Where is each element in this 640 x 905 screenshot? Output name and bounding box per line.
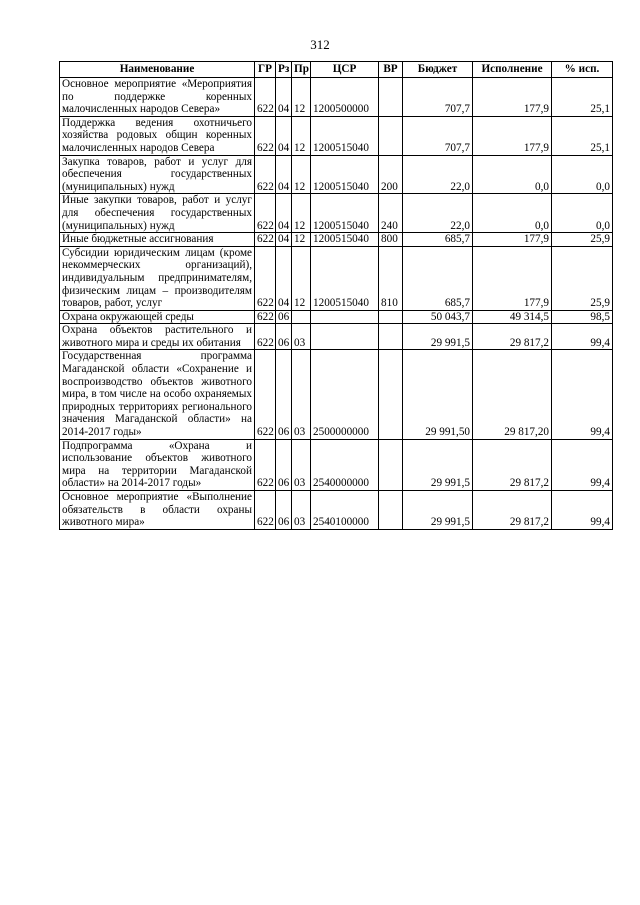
budget-table: [59, 61, 613, 530]
table-row: [60, 439, 613, 490]
row-pr: 03: [292, 324, 311, 350]
row-percent: 99,4: [552, 324, 613, 350]
header-gr: ГР: [255, 62, 276, 78]
header-csr: ЦСР: [311, 62, 379, 78]
row-gr: 622: [255, 324, 276, 350]
row-vr: [379, 491, 403, 530]
row-vr: 200: [379, 155, 403, 194]
row-name: Иные бюджетные ассигнования: [60, 233, 255, 247]
row-budget: 29 991,5: [403, 324, 473, 350]
row-name: Охрана объектов растительного и животного мира и среды их обитания: [60, 324, 255, 350]
row-csr: 2540000000: [311, 439, 379, 490]
row-percent: 99,4: [552, 491, 613, 530]
header-vr: ВР: [379, 62, 403, 78]
table-row: [60, 155, 613, 194]
header-pr: Пр: [292, 62, 311, 78]
row-percent: 0,0: [552, 155, 613, 194]
row-name: Иные закупки товаров, работ и услуг для обеспечения государственных (муниципальных) нужд: [60, 194, 255, 233]
row-execution: 177,9: [473, 246, 552, 310]
row-execution: 29 817,2: [473, 324, 552, 350]
row-name: Государственная программа Магаданской области «Сохранение и воспроизводство объектов животного мира, в том числе на особо охраняемых природных территориях регионального значения Магаданской области» на 2014-2017 годы»: [60, 350, 255, 439]
row-gr: 622: [255, 350, 276, 439]
row-gr: 622: [255, 194, 276, 233]
table-row: [60, 310, 613, 324]
row-gr: 622: [255, 78, 276, 117]
row-csr: [311, 324, 379, 350]
row-pr: 03: [292, 439, 311, 490]
row-execution: 29 817,2: [473, 439, 552, 490]
row-gr: 622: [255, 439, 276, 490]
row-rz: 04: [276, 78, 292, 117]
row-rz: 06: [276, 491, 292, 530]
row-name: Подпрограмма «Охрана и использование объектов животного мира на территории Магаданской области» на 2014-2017 годы»: [60, 439, 255, 490]
row-csr: 1200500000: [311, 78, 379, 117]
row-vr: [379, 78, 403, 117]
row-csr: [311, 310, 379, 324]
table-row: [60, 78, 613, 117]
row-rz: 06: [276, 439, 292, 490]
row-pr: 12: [292, 116, 311, 155]
row-gr: 622: [255, 155, 276, 194]
row-pr: 12: [292, 78, 311, 117]
row-gr: 622: [255, 491, 276, 530]
header-rz: Рз: [276, 62, 292, 78]
header-percent: % исп.: [552, 62, 613, 78]
row-budget: 685,7: [403, 246, 473, 310]
row-vr: [379, 350, 403, 439]
row-vr: [379, 324, 403, 350]
row-pr: 03: [292, 491, 311, 530]
row-budget: 29 991,5: [403, 439, 473, 490]
row-name: Основное мероприятие «Выполнение обязательств в области охраны животного мира»: [60, 491, 255, 530]
row-name: Субсидии юридическим лицам (кроме некоммерческих организаций), индивидуальным предпринимателям, физическим лицам – производителям товаров, работ, услуг: [60, 246, 255, 310]
row-execution: 29 817,2: [473, 491, 552, 530]
row-pr: 03: [292, 350, 311, 439]
header-row: [60, 62, 613, 78]
table-row: [60, 324, 613, 350]
row-percent: 25,1: [552, 116, 613, 155]
row-csr: 2540100000: [311, 491, 379, 530]
row-percent: 98,5: [552, 310, 613, 324]
row-csr: 1200515040: [311, 246, 379, 310]
row-execution: 177,9: [473, 233, 552, 247]
row-rz: 06: [276, 310, 292, 324]
row-vr: 810: [379, 246, 403, 310]
row-execution: 0,0: [473, 194, 552, 233]
row-vr: [379, 439, 403, 490]
row-pr: 12: [292, 233, 311, 247]
row-percent: 99,4: [552, 350, 613, 439]
row-gr: 622: [255, 233, 276, 247]
row-rz: 04: [276, 194, 292, 233]
row-csr: 1200515040: [311, 233, 379, 247]
row-csr: 1200515040: [311, 116, 379, 155]
row-name: Поддержка ведения охотничьего хозяйства родовых общин коренных малочисленных народов Севера: [60, 116, 255, 155]
row-rz: 04: [276, 116, 292, 155]
row-percent: 25,9: [552, 246, 613, 310]
row-budget: 22,0: [403, 194, 473, 233]
row-budget: 29 991,50: [403, 350, 473, 439]
row-rz: 04: [276, 155, 292, 194]
row-execution: 0,0: [473, 155, 552, 194]
table-body: [60, 78, 613, 530]
row-rz: 04: [276, 233, 292, 247]
row-budget: 29 991,5: [403, 491, 473, 530]
row-pr: 12: [292, 246, 311, 310]
row-gr: 622: [255, 246, 276, 310]
row-execution: 177,9: [473, 78, 552, 117]
row-rz: 06: [276, 324, 292, 350]
row-csr: 1200515040: [311, 194, 379, 233]
row-percent: 25,9: [552, 233, 613, 247]
row-percent: 0,0: [552, 194, 613, 233]
row-gr: 622: [255, 310, 276, 324]
row-csr: 2500000000: [311, 350, 379, 439]
row-name: Основное мероприятие «Мероприятия по поддержке коренных малочисленных народов Севера»: [60, 78, 255, 117]
table-row: [60, 233, 613, 247]
table-row: [60, 116, 613, 155]
row-gr: 622: [255, 116, 276, 155]
page-number: 312: [310, 37, 330, 52]
table-row: [60, 350, 613, 439]
table-row: [60, 194, 613, 233]
header-budget: Бюджет: [403, 62, 473, 78]
row-execution: 49 314,5: [473, 310, 552, 324]
row-pr: 12: [292, 194, 311, 233]
row-name: Закупка товаров, работ и услуг для обеспечения государственных (муниципальных) нужд: [60, 155, 255, 194]
row-execution: 177,9: [473, 116, 552, 155]
row-vr: [379, 116, 403, 155]
row-name: Охрана окружающей среды: [60, 310, 255, 324]
row-vr: 240: [379, 194, 403, 233]
row-pr: 12: [292, 155, 311, 194]
header-execution: Исполнение: [473, 62, 552, 78]
table-row: [60, 246, 613, 310]
row-vr: 800: [379, 233, 403, 247]
row-vr: [379, 310, 403, 324]
row-rz: 04: [276, 246, 292, 310]
row-percent: 25,1: [552, 78, 613, 117]
row-budget: 22,0: [403, 155, 473, 194]
row-budget: 707,7: [403, 116, 473, 155]
row-percent: 99,4: [552, 439, 613, 490]
header-name: Наименование: [60, 62, 255, 78]
row-budget: 50 043,7: [403, 310, 473, 324]
row-execution: 29 817,20: [473, 350, 552, 439]
row-budget: 685,7: [403, 233, 473, 247]
table-row: [60, 491, 613, 530]
row-budget: 707,7: [403, 78, 473, 117]
row-csr: 1200515040: [311, 155, 379, 194]
row-rz: 06: [276, 350, 292, 439]
row-pr: [292, 310, 311, 324]
